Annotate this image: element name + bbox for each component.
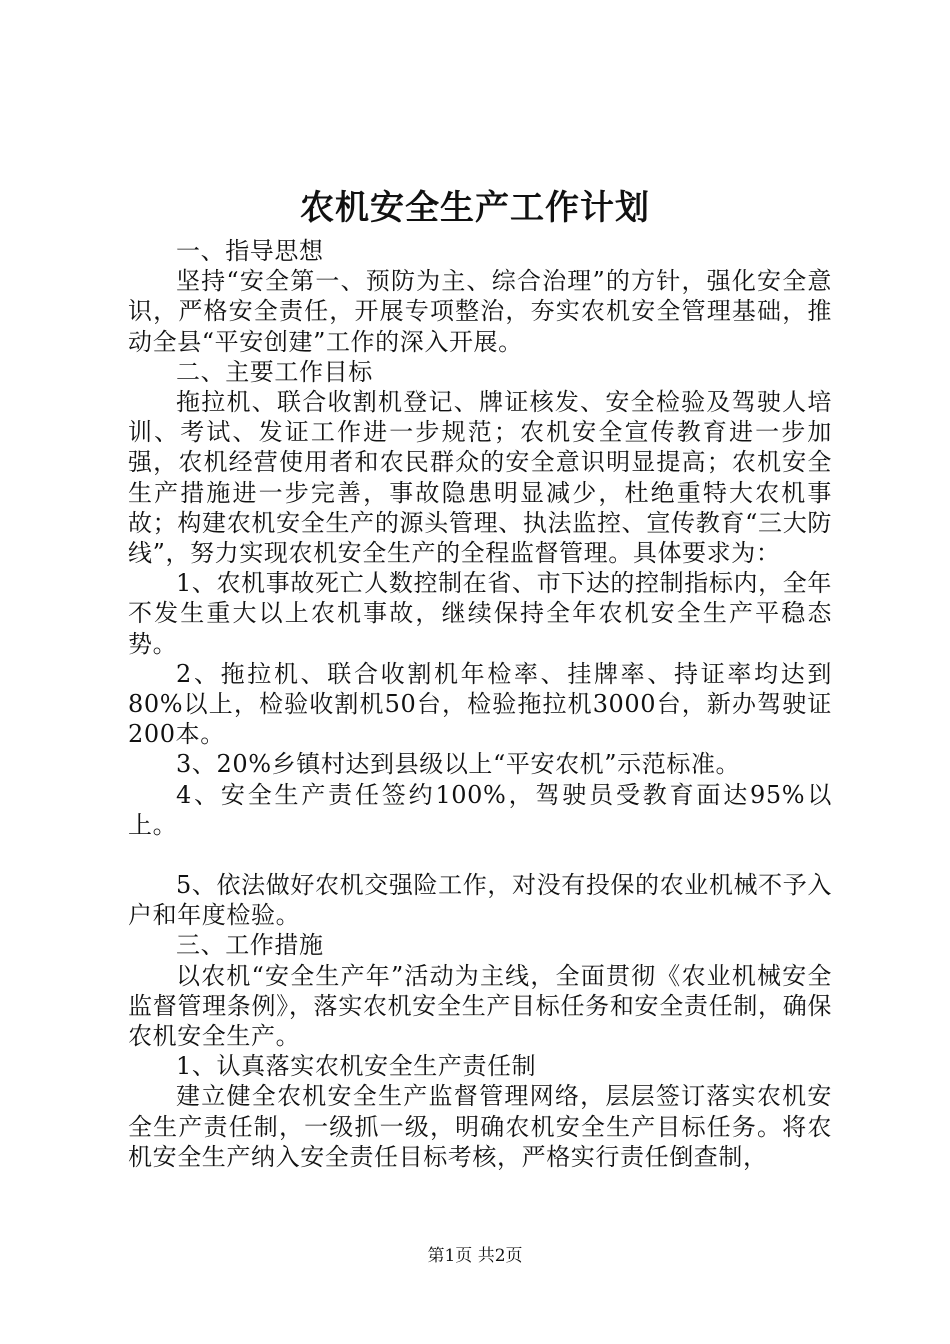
goal-item-1: 1、农机事故死亡人数控制在省、市下达的控制指标内，全年不发生重大以上农机事故，继续保持全年农机安全生产平稳态势。: [128, 569, 832, 658]
goal-item-3: 3、20%乡镇村达到县级以上“平安农机”示范标准。: [176, 750, 741, 779]
section-heading-work-measures: 三、工作措施: [176, 931, 324, 960]
section-heading-main-goals: 二、主要工作目标: [176, 357, 373, 386]
paragraph-work-measures: 以农机“安全生产年”活动为主线，全面贯彻《农业机械安全监督管理条例》，落实农机安全生产目标任务和安全责任制，确保农机安全生产。: [128, 961, 832, 1051]
subheading-responsibility-system: 1、认真落实农机安全生产责任制: [176, 1052, 537, 1081]
paragraph-guiding-ideology: 坚持“安全第一、预防为主、综合治理”的方针，强化安全意识，严格安全责任，开展专项整治，夯实农机安全管理基础，推动全县“平安创建”工作的深入开展。: [128, 267, 832, 356]
paragraph-main-goals: 拖拉机、联合收割机登记、牌证核发、安全检验及驾驶人培训、考试、发证工作进一步规范；农机安全宣传教育进一步加强，农机经营使用者和农民群众的安全意识明显提高；农机安全生产措施进一步完善，事故隐患明显减少，杜绝重特大农机事故；构建农机安全生产的源头管理、执法监控、宣传教育“三大防线”，努力实现农机安全生产的全程监督管理。具体要求为：: [128, 388, 832, 568]
paragraph-responsibility-system: 建立健全农机安全生产监督管理网络，层层签订落实农机安全生产责任制，一级抓一级，明确农机安全生产目标任务。将农机安全生产纳入安全责任目标考核，严格实行责任倒查制，: [128, 1082, 832, 1171]
goal-item-2: 2、拖拉机、联合收割机年检率、挂牌率、持证率均达到80%以上，检验收割机50台，检验拖拉机3000台，新办驾驶证200本。: [128, 659, 832, 749]
document-body: [128, 236, 832, 1172]
goal-item-5: 5、依法做好农机交强险工作，对没有投保的农业机械不予入户和年度检验。: [128, 871, 832, 930]
section-heading-guiding-ideology: 一、指导思想: [176, 237, 324, 265]
goal-item-4: 4、安全生产责任签约100%，驾驶员受教育面达95%以上。: [128, 780, 832, 839]
page-footer: 第1页 共2页: [427, 1246, 523, 1266]
document-title: 农机安全生产工作计划: [300, 188, 650, 228]
